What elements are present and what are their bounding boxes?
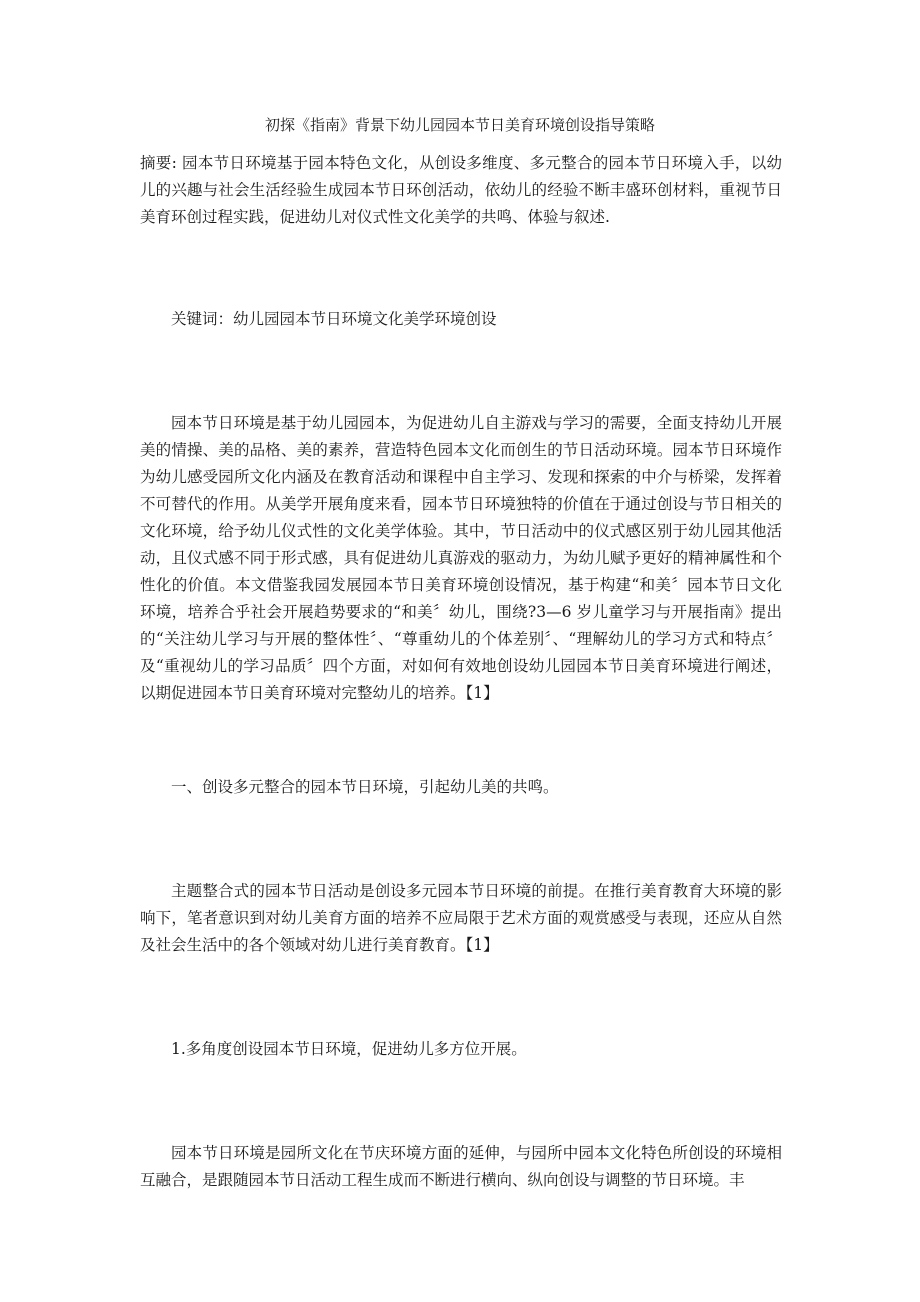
section-heading-1: 一、创设多元整合的园本节日环境，引起幼儿美的共鸣。 [171,778,559,796]
body-paragraph-3: 园本节日环境是园所文化在节庆环境方面的延伸，与园所中园本文化特色所创设的环境相互融合，是跟随园本节日活动工程生成而不断进行横向、纵向创设与调整的节日环境。丰 [140,1144,782,1189]
keywords-line: 关键词：幼儿园园本节日环境文化美学环境创设 [171,310,497,328]
subsection-heading-1: 1.多角度创设园本节日环境，促进幼儿多方位开展。 [171,1040,527,1058]
abstract-paragraph: 摘要: 园本节日环境基于园本特色文化，从创设多维度、多元整合的园本节日环境入手，以幼儿的兴趣与社会生活经验生成园本节日环创活动，依幼儿的经验不断丰盛环创材料，重视节日美育环创过程实践，促进幼儿对仪式性文化美学的共鸣、体验与叙述. [140,154,782,226]
document-title: 初探《指南》背景下幼儿园园本节日美育环境创设指导策略 [264,116,655,134]
body-paragraph-2: 主题整合式的园本节日活动是创设多元园本节日环境的前提。在推行美育教育大环境的影响下，笔者意识到对幼儿美育方面的培养不应局限于艺术方面的观赏感受与表现，还应从自然及社会生活中的各个领域对幼儿进行美育教育。【1】 [140,882,782,954]
body-paragraph-1: 园本节日环境是基于幼儿园园本，为促进幼儿自主游戏与学习的需要，全面支持幼儿开展美的情操、美的品格、美的素养，营造特色园本文化而创生的节日活动环境。园本节日环境作为幼儿感受园所文化内涵及在教育活动和课程中自主学习、发现和探索的中介与桥梁，发挥着不可替代的作用。从美学开展角度来看，园本节日环境独特的价值在于通过创设与节日相关的文化环境，给予幼儿仪式性的文化美学体验。其中，节日活动中的仪式感区别于幼儿园其他活动，且仪式感不同于形式感，具有促进幼儿真游戏的驱动力，为幼儿赋予更好的精神属性和个性化的价值。本文借鉴我园发展园本节日美育环境创设情况，基于构建“和美〞园本节日文化环境，培养合乎社会开展趋势要求的“和美〞幼儿，围绕?3—6 岁儿童学习与开展指南》提出的“关注幼儿学习与开展的整体性〞、“尊重幼儿的个体差别〞、“理解幼儿的学习方式和特点〞及“重视幼儿的学习品质〞四个方面，对如何有效地创设幼儿园园本节日美育环境进行阐述，以期促进园本节日美育环境对完整幼儿的培养。【1】 [140,414,782,702]
